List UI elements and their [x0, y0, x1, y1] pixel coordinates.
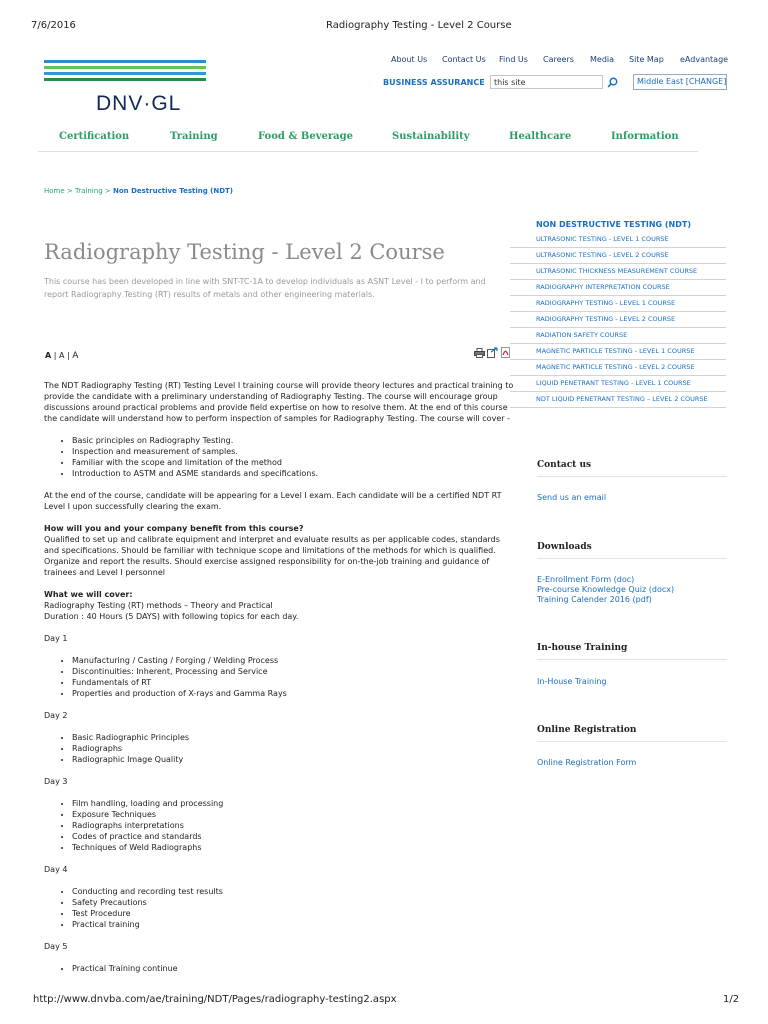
nav-certification[interactable]: Certification: [59, 131, 130, 142]
sidebar-item-rt-level-1[interactable]: RADIOGRAPHY TESTING - LEVEL 1 COURSE: [510, 296, 726, 312]
day-label: Day 3: [44, 777, 68, 786]
online-registration-divider: [537, 741, 727, 742]
logo-stripe: [44, 78, 206, 81]
list-item: • Manufacturing / Casting / Forging / Welding Process: [72, 655, 514, 666]
share-icon[interactable]: [487, 347, 498, 358]
list-item: • Practical training: [72, 919, 514, 930]
list-item: • Properties and production of X-rays and Gamma Rays: [72, 688, 514, 699]
list-item: • Practical Training continue: [72, 963, 514, 974]
toplink-careers[interactable]: Careers: [543, 55, 574, 64]
logo-stripes: [44, 60, 206, 84]
day-topics: [44, 798, 514, 853]
day-label: Day 2: [44, 711, 68, 720]
inhouse-heading: In-house Training: [537, 643, 628, 653]
list-item: • Inspection and measurement of samples.: [72, 446, 514, 457]
font-size-separator: |: [53, 351, 57, 360]
exam-info: At the end of the course, candidate will be appearing for a Level I exam. Each candidate will be a certified NDT RT Level I upon successfully clearing the exam.: [44, 491, 502, 511]
print-title: Radiography Testing - Level 2 Course: [326, 20, 512, 31]
sidebar-item-radiation-safety[interactable]: RADIATION SAFETY COURSE: [510, 328, 726, 344]
breadcrumb: [44, 187, 233, 195]
list-item: • Test Procedure: [72, 908, 514, 919]
logo-stripe: [44, 72, 206, 75]
benefit-heading: How will you and your company benefit from this course?: [44, 524, 304, 533]
sidebar-item-ut-level-2[interactable]: ULTRASONIC TESTING - LEVEL 2 COURSE: [510, 248, 726, 264]
contact-heading: Contact us: [537, 460, 592, 470]
course-overview: The NDT Radiography Testing (RT) Testing Level I training course will provide theory lectures and practical training to provide the candidate with a preliminary understanding of Radiography Testing. The course will encourage group discussions around practical problems and provide field expertise on how to resolve them. At the end of this course the candidate will understand how to perform inspection of samples for Radiography Testing. The course will cover -: [44, 381, 514, 423]
breadcrumb-home[interactable]: Home: [44, 187, 65, 195]
sidebar-item-radiography-interpretation[interactable]: RADIOGRAPHY INTERPRETATION COURSE: [510, 280, 726, 296]
region-selector[interactable]: Middle East [CHANGE]: [633, 74, 727, 90]
day-topics: [44, 655, 514, 699]
page-title: Radiography Testing - Level 2 Course: [44, 240, 445, 264]
font-size-separator: |: [67, 351, 70, 360]
ndt-sidebar-heading[interactable]: NON DESTRUCTIVE TESTING (NDT): [536, 220, 691, 229]
online-registration-link[interactable]: Online Registration Form: [537, 758, 637, 767]
toplink-media[interactable]: Media: [590, 55, 615, 64]
nav-healthcare[interactable]: Healthcare: [509, 131, 572, 142]
course-content: [44, 380, 514, 985]
toplink-find-us[interactable]: Find Us: [499, 55, 528, 64]
list-item: • Safety Precautions: [72, 897, 514, 908]
print-icon[interactable]: [474, 348, 485, 358]
logo-stripe: [44, 60, 206, 63]
list-item: • Radiographic Image Quality: [72, 754, 514, 765]
search-icon[interactable]: [607, 77, 618, 88]
downloads-divider: [537, 558, 727, 559]
breadcrumb-training[interactable]: Training: [75, 187, 103, 195]
nav-divider: [38, 151, 698, 152]
sidebar-item-ut-thickness[interactable]: ULTRASONIC THICKNESS MEASUREMENT COURSE: [510, 264, 726, 280]
list-item: • Codes of practice and standards: [72, 831, 514, 842]
day-topics: [44, 732, 514, 765]
day-label: Day 4: [44, 865, 68, 874]
methods-text: Radiography Testing (RT) methods – Theory and Practical: [44, 601, 273, 610]
list-item: • Radiographs: [72, 743, 514, 754]
nav-training[interactable]: Training: [170, 131, 218, 142]
inhouse-divider: [537, 659, 727, 660]
course-cover-list: [44, 435, 514, 479]
list-item: • Exposure Techniques: [72, 809, 514, 820]
list-item: • Familiar with the scope and limitation of the method: [72, 457, 514, 468]
day-topics: [44, 963, 514, 974]
page-intro: This course has been developed in line with SNT-TC-1A to develop individuals as ASNT Level - I to perform and report Radiography Testing (RT) results of metals and other engineering materials.: [44, 277, 486, 299]
print-page-number: 1/2: [723, 994, 740, 1005]
send-email-link[interactable]: Send us an email: [537, 493, 607, 502]
download-knowledge-quiz[interactable]: Pre-course Knowledge Quiz (docx): [537, 585, 675, 594]
download-enrollment-form[interactable]: E-Enrollment Form (doc): [537, 575, 635, 584]
sidebar-item-mt-level-2[interactable]: MAGNETIC PARTICLE TESTING - LEVEL 2 COURSE: [510, 360, 726, 376]
nav-food-beverage[interactable]: Food & Beverage: [258, 131, 353, 142]
logo[interactable]: DNV·GL: [96, 92, 182, 115]
list-item: • Basic Radiographic Principles: [72, 732, 514, 743]
list-item: • Techniques of Weld Radiographs: [72, 842, 514, 853]
contact-divider: [537, 476, 727, 477]
toplink-site-map[interactable]: Site Map: [629, 55, 664, 64]
online-registration-heading: Online Registration: [537, 725, 637, 735]
toplink-eadvantage[interactable]: eAdvantage: [680, 55, 729, 64]
download-training-calendar[interactable]: Training Calender 2016 (pdf): [537, 595, 652, 604]
nav-sustainability[interactable]: Sustainability: [392, 131, 470, 142]
downloads-heading: Downloads: [537, 542, 592, 552]
list-item: • Discontinuities: Inherent, Processing and Service: [72, 666, 514, 677]
font-size-large-button[interactable]: A: [72, 351, 79, 361]
day-topics: [44, 886, 514, 930]
sidebar-item-pt-level-2[interactable]: NDT LIQUID PENETRANT TESTING – LEVEL 2 COURSE: [510, 392, 726, 408]
nav-information[interactable]: Information: [611, 131, 679, 142]
list-item: • Conducting and recording test results: [72, 886, 514, 897]
ndt-sidebar: [510, 220, 726, 408]
inhouse-training-link[interactable]: In-House Training: [537, 677, 607, 686]
font-size-medium-button[interactable]: A: [59, 351, 65, 360]
breadcrumb-separator: >: [104, 187, 111, 195]
list-item: • Fundamentals of RT: [72, 677, 514, 688]
font-size-controls: [45, 351, 78, 361]
print-date: 7/6/2016: [31, 20, 76, 31]
font-size-small-button[interactable]: A: [45, 351, 52, 360]
search-input[interactable]: [490, 75, 603, 89]
pdf-icon[interactable]: [501, 347, 510, 358]
toplink-contact-us[interactable]: Contact Us: [442, 55, 486, 64]
duration-text: Duration : 40 Hours (5 DAYS) with following topics for each day.: [44, 612, 299, 621]
logo-stripe: [44, 66, 206, 69]
breadcrumb-separator: >: [66, 187, 73, 195]
breadcrumb-current[interactable]: Non Destructive Testing (NDT): [112, 187, 233, 195]
list-item: • Film handling, loading and processing: [72, 798, 514, 809]
toplink-about-us[interactable]: About Us: [391, 55, 428, 64]
list-item: • Introduction to ASTM and ASME standards and specifications.: [72, 468, 514, 479]
sidebar-item-mt-level-1[interactable]: MAGNETIC PARTICLE TESTING - LEVEL 1 COURSE: [510, 344, 726, 360]
list-item: • Basic principles on Radiography Testing.: [72, 435, 514, 446]
day-label: Day 1: [44, 634, 68, 643]
sidebar-item-rt-level-2[interactable]: RADIOGRAPHY TESTING - LEVEL 2 COURSE: [510, 312, 726, 328]
sidebar-item-ut-level-1[interactable]: ULTRASONIC TESTING - LEVEL 1 COURSE: [510, 232, 726, 248]
day-label: Day 5: [44, 942, 68, 951]
cover-heading: What we will cover:: [44, 590, 133, 599]
print-url[interactable]: http://www.dnvba.com/ae/training/NDT/Pages/radiography-testing2.aspx: [33, 994, 397, 1005]
list-item: • Radiographs interpretations: [72, 820, 514, 831]
sidebar-item-pt-level-1[interactable]: LIQUID PENETRANT TESTING - LEVEL 1 COURSE: [510, 376, 726, 392]
benefit-text: Qualified to set up and calibrate equipment and interpret and evaluate results as per applicable codes, standards and specifications. Should be familiar with technique scope and limitations of the methods for which is qualified. Organize and report the results. Should exercise assigned responsibility for on-the-job training and guidance of trainees and Level I personnel: [44, 535, 500, 577]
business-assurance-label: BUSINESS ASSURANCE: [383, 78, 485, 87]
